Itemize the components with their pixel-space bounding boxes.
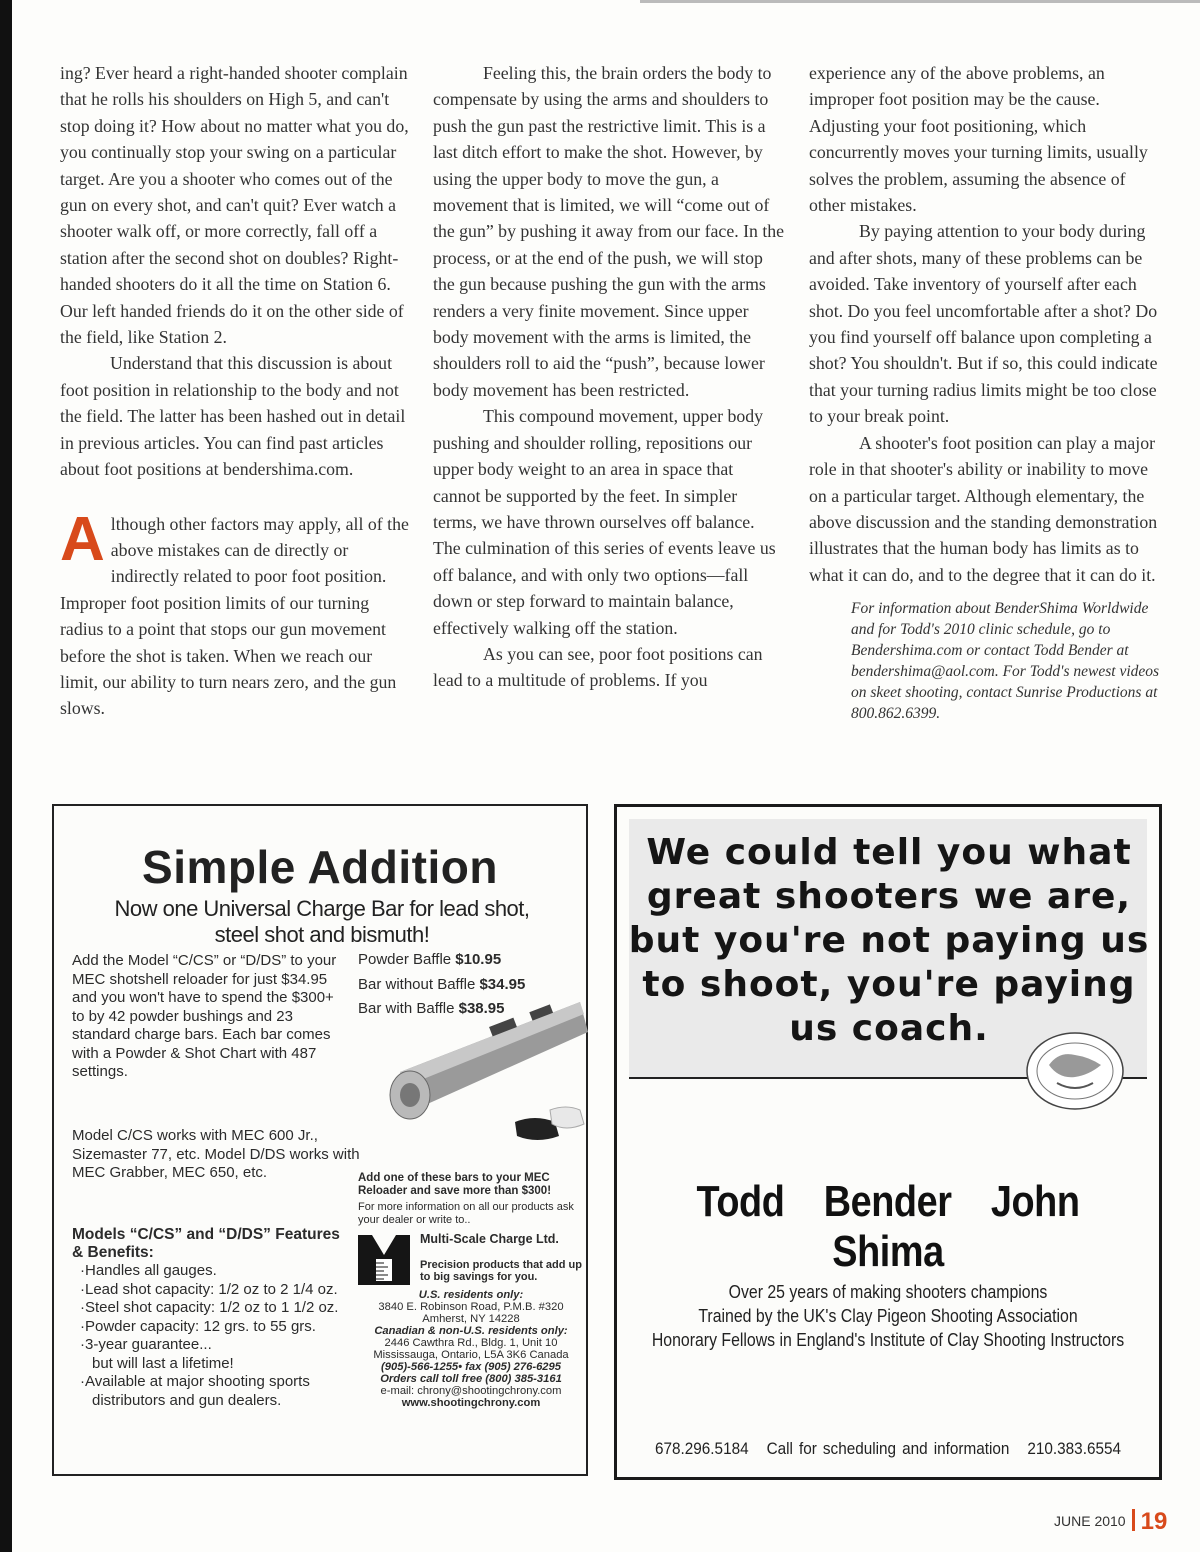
feature-item: ·Powder capacity: 12 grs. to 55 grs.	[80, 1317, 316, 1335]
charge-bar-product-image	[370, 992, 588, 1157]
article-paragraph: ing? Ever heard a right-handed shooter complain that he rolls his shoulders on High 5, and can't stop doing it? How about no matter what you do, you continually stop your swing on a particular target. Are you a shooter who comes out of the gun on every shot, and can't quit? Ever watch a shooter walk off, or more correctly, fall off a station after the second shot on doubles? Right-handed shooters do it all the time on Station 6. Our left handed friends do it on the other side of the field, like Station 2.	[60, 63, 409, 348]
top-rule	[640, 0, 1200, 3]
coach-name: John Shima	[832, 1177, 1080, 1276]
feature-item: distributors and gun dealers.	[92, 1391, 282, 1409]
feature-item: ·Handles all gauges.	[80, 1262, 217, 1279]
author-note: For information about BenderShima Worldwide and for Todd's 2010 clinic schedule, go to Bendershima.com or contact Todd Bender at bendershima@aol.com. For Todd's newest videos on skeet shooting, contact Sunrise Productions at 800.862.6399.	[851, 600, 1160, 723]
mec-charge-bar-ad	[52, 804, 588, 1476]
folio-divider	[1132, 1509, 1135, 1531]
article-paragraph: Understand that this discussion is about foot position in relationship to the body and not the field. The latter has been hashed out in detail in previous articles. You can find past articles about foot positions at bendershima.com.	[60, 353, 406, 480]
article-column-2	[433, 60, 785, 694]
coach-name: Todd Bender	[696, 1177, 952, 1226]
price-item: Powder Baffle $10.95	[358, 951, 502, 968]
feature-item: ·3-year guarantee...	[80, 1336, 212, 1353]
call-text: Call for scheduling and information	[766, 1439, 1010, 1458]
article-paragraph: This compound movement, upper body pushing and shoulder rolling, repositions our upper body weight to an area in space that cannot be supported by the feet. In simpler terms, we have thrown ourselves off balance. The culmination of this series of events leave us off balance, and with only two options—fall down or step forward to maintain balance, effectively walking off the station.	[433, 406, 776, 638]
bendershima-ad	[614, 804, 1162, 1480]
dropcap-paragraph	[60, 504, 410, 722]
coach-names	[655, 1177, 1121, 1277]
company-contact: U.S. residents only: 3840 E. Robinson Road, P.M.B. #320 Amherst, NY 14228 Canadian & non-U.S. residents only: 2446 Cawthra Rd., Bldg. 1, Unit 10 Mississauga, Ontario, L5A 3K6 Canada (905)-566-1255• fax (905) 276-6295 Orders call toll free (800) 385-3161 e-mail: chrony@shootingchrony.com www.shootingchrony.com	[373, 1289, 569, 1409]
dropcap-paragraph-text: lthough other factors may apply, all of the above mistakes can de directly or indirectly related to poor foot position. Improper foot position limits of our turning radius to a point that stops our gun movement before the shot is taken. When we reach our limit, our ability to turn nears zero, and the gun slows.	[60, 513, 409, 719]
ad-subtitle	[62, 896, 582, 948]
credential-line: Trained by the UK's Clay Pigeon Shooting Association	[698, 1306, 1078, 1326]
multi-scale-logo-icon	[358, 1235, 410, 1285]
feature-item: ·Steel shot capacity: 1/2 oz to 1 1/2 oz.	[80, 1299, 339, 1316]
ad-promo-more: For more information on all our products ask your dealer or write to..	[358, 1201, 574, 1226]
page-folio	[1054, 1508, 1167, 1536]
article-paragraph: Feeling this, the brain orders the body to compensate by using the arms and shoulders to push the gun past the restrictive limit. This is a last ditch effort to make the shot. However, by using the upper body to move the gun, a movement that is limited, we will “come out of the gun” by pushing it away from our face. In the process, or at the end of the push, we will stop the gun because pushing the gun with the arms renders a very finite movement. Since upper body movement with the arms is limited, the shoulders roll to aid the “push”, because lower body movement has been restricted.	[433, 63, 785, 400]
page-number: 19	[1140, 1508, 1168, 1535]
company-name: Multi-Scale Charge Ltd.	[420, 1232, 559, 1246]
features-heading: Models “C/CS” and “D/DS” Features & Benefits:	[72, 1226, 340, 1261]
credentials	[650, 1280, 1127, 1352]
page-binding-edge	[0, 0, 12, 1552]
contact-footer	[644, 1439, 1132, 1459]
feature-item: ·Available at major shooting sports	[80, 1373, 310, 1390]
article-paragraph: As you can see, poor foot positions can lead to a multitude of problems. If you	[433, 643, 763, 691]
article-paragraph: By paying attention to your body during and after shots, many of these problems can be avoided. Take inventory of yourself after each shot. Do you feel uncomfortable after a shot? Do you find yourself off balance upon completing a shot? You shouldn't. But if so, this could indicate that your turning radius limits might be too close to your break point.	[809, 221, 1158, 427]
article-paragraph: A shooter's foot position can play a major role in that shooter's ability or inability to move on a particular target. Although elementary, the above discussion and the standing demonstration illustrates that the human body has limits as to what it can do, and to the degree that it can do it.	[809, 432, 1158, 585]
ad-compatibility: Model C/CS works with MEC 600 Jr., Sizemaster 77, etc. Model D/DS works with MEC Grabber, MEC 650, etc.	[72, 1127, 360, 1181]
ad-promo: Add one of these bars to your MEC Reloader and save more than $300!	[358, 1172, 552, 1197]
ad-lead-text: Add the Model “C/CS” or “D/DS” to your MEC shotshell reloader for just $34.95 and you won't have to spend the $300+ to by 42 powder bushings and 23 standard charge bars. Each bar comes with a Powder & Shot Chart with 487 settings.	[72, 952, 337, 1080]
article-column-1	[60, 60, 410, 722]
company-tagline: Precision products that add up to big savings for you.	[420, 1259, 582, 1283]
feature-item: but will last a lifetime!	[92, 1354, 234, 1372]
article-paragraph: experience any of the above problems, an improper foot position may be the cause. Adjusting your foot positioning, which concurrently moves your turning limits, usually solves the problem, assuming the absence of other mistakes.	[809, 63, 1148, 216]
credential-line: Over 25 years of making shooters champions	[728, 1282, 1048, 1302]
feature-item: ·Lead shot capacity: 1/2 oz to 2 1/4 oz.	[80, 1280, 338, 1298]
phone-number: 678.296.5184	[654, 1439, 749, 1458]
ad-subtitle-line: steel shot and bismuth!	[214, 922, 430, 947]
drop-cap: A	[60, 504, 105, 574]
ad-subtitle-line: Now one Universal Charge Bar for lead shot,	[114, 896, 530, 921]
features-list	[80, 1262, 370, 1410]
phone-number: 210.383.6554	[1027, 1439, 1121, 1458]
article-column-3	[809, 60, 1161, 724]
credential-line: Honorary Fellows in England's Institute of Clay Shooting Instructors	[651, 1330, 1125, 1350]
clay-shooting-emblem-icon	[1015, 1025, 1135, 1115]
issue-date: JUNE 2010	[1054, 1513, 1126, 1529]
price-item: Bar with Baffle $38.95	[358, 1000, 505, 1017]
price-item: Bar without Baffle $34.95	[358, 975, 526, 993]
ad-title: Simple Addition	[142, 841, 498, 893]
ad-quote: We could tell you what great shooters we are, but you're not paying us to shoot, you're paying us coach.	[628, 832, 1150, 1049]
